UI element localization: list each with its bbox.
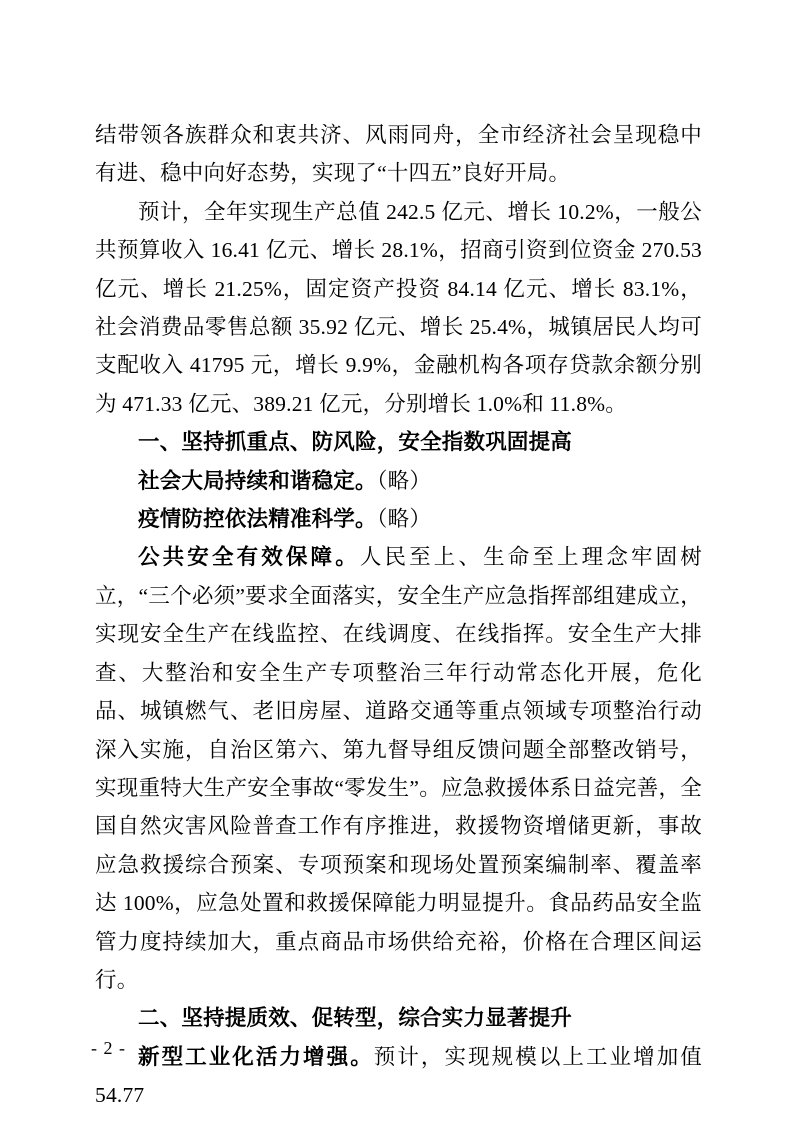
- body-text: 结带领各族群众和衷共济、风雨同舟，全市经济社会呈现稳中有进、稳中向好态势，实现了“十四五”良好开局。: [95, 123, 702, 186]
- paragraph: [95, 193, 702, 423]
- body-text: 预计，实现规模以上工业增加值 54.77: [95, 1044, 702, 1108]
- paragraph: [95, 462, 702, 500]
- page-number: - 2 -: [91, 1038, 126, 1058]
- section-heading: [95, 999, 702, 1037]
- body-text: （略）: [376, 507, 432, 532]
- bold-lead-text: 一、坚持抓重点、防风险，安全指数巩固提高: [138, 430, 573, 455]
- bold-lead-text: 社会大局持续和谐稳定。: [138, 468, 377, 493]
- bold-lead-text: 二、坚持提质效、促转型，综合实力显著提升: [138, 1006, 573, 1031]
- paragraph: [95, 500, 702, 538]
- bold-lead-text: 新型工业化活力增强。: [138, 1044, 374, 1069]
- paragraph: [95, 1038, 702, 1115]
- paragraph: [95, 116, 702, 193]
- body-text: （略）: [376, 468, 432, 493]
- document-body: [95, 116, 702, 1115]
- paragraph: [95, 538, 702, 999]
- body-text: 人民至上、生命至上理念牢固树立，“三个必须”要求全面落实，安全生产应急指挥部组建成立，实现安全生产在线监控、在线调度、在线指挥。安全生产大排查、大整治和安全生产专项整治三年行动常态化开展，危化品、城镇燃气、老旧房屋、道路交通等重点领域专项整治行动深入实施，自治区第六、第九督导组反馈问题全部整改销号，实现重特大生产安全事故“零发生”。应急救援体系日益完善，全国自然灾害风险普查工作有序推进，救援物资增储更新，事故应急救援综合预案、专项预案和现场处置预案编制率、覆盖率达 100%，应急处置和救援保障能力明显提升。食品药品安全监管力度持续加大，重点商品市场供给充裕，价格在合理区间运行。: [95, 545, 702, 992]
- section-heading: [95, 423, 702, 461]
- bold-lead-text: 公共安全有效保障。: [138, 545, 360, 570]
- bold-lead-text: 疫情防控依法精准科学。: [138, 507, 377, 532]
- body-text: 预计，全年实现生产总值 242.5 亿元、增长 10.2%，一般公共预算收入 16.41 亿元、增长 28.1%，招商引资到位资金 270.53 亿元、增长 21.25%，固定资产投资 84.14 亿元、增长 83.1%，社会消费品零售总额 35.92 亿元、增长 25.4%，城镇居民人均可支配收入 41795 元，增长 9.9%，金融机构各项存贷款余额分别为 471.33 亿元、389.21 亿元，分别增长 1.0%和 11.8%。: [95, 199, 702, 416]
